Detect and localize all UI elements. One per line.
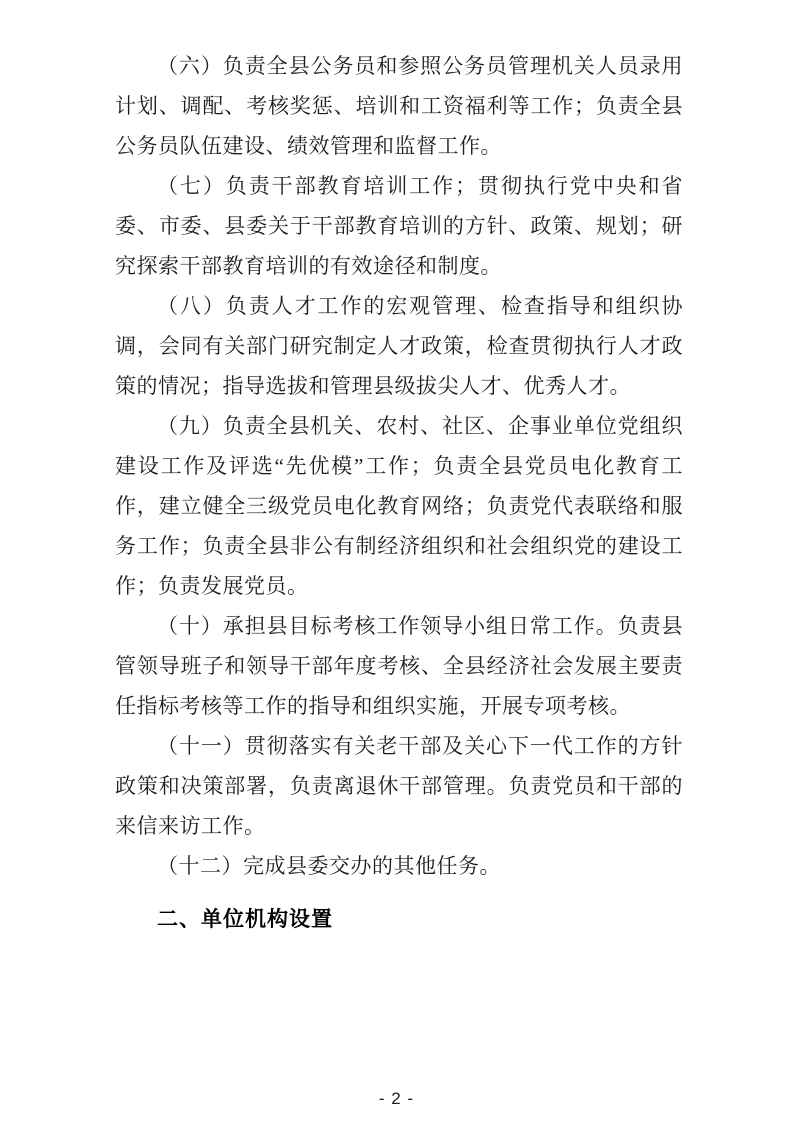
body-paragraph-7: （七）负责干部教育培训工作；贯彻执行党中央和省委、市委、县委关于干部教育培训的方针、政策、规划；研究探索干部教育培训的有效途径和制度。 (115, 174, 683, 278)
body-paragraph-10: （十）承担县目标考核工作领导小组日常工作。负责县管领导班子和领导干部年度考核、全县经济社会发展主要责任指标考核等工作的指导和组织实施，开展专项考核。 (115, 614, 683, 718)
body-paragraph-11: （十一）贯彻落实有关老干部及关心下一代工作的方针政策和决策部署，负责离退休干部管理。负责党员和干部的来信来访工作。 (115, 734, 683, 838)
page-footer (0, 1089, 793, 1109)
body-paragraph-6: （六）负责全县公务员和参照公务员管理机关人员录用计划、调配、考核奖惩、培训和工资福利等工作；负责全县公务员队伍建设、绩效管理和监督工作。 (115, 54, 683, 158)
body-paragraph-12: （十二）完成县委交办的其他任务。 (157, 854, 501, 878)
page-number: - 2 - (378, 1089, 415, 1108)
body-paragraph-8: （八）负责人才工作的宏观管理、检查指导和组织协调，会同有关部门研究制定人才政策，检查贯彻执行人才政策的情况；指导选拔和管理县级拔尖人才、优秀人才。 (115, 294, 683, 398)
body-paragraph-9: （九）负责全县机关、农村、社区、企事业单位党组织建设工作及评选“先优模”工作；负责全县党员电化教育工作，建立健全三级党员电化教育网络；负责党代表联络和服务工作；负责全县非公有制经济组织和社会组织党的建设工作；负责发展党员。 (115, 414, 683, 598)
document-body (115, 46, 683, 940)
section-heading: 二、单位机构设置 (157, 908, 333, 931)
